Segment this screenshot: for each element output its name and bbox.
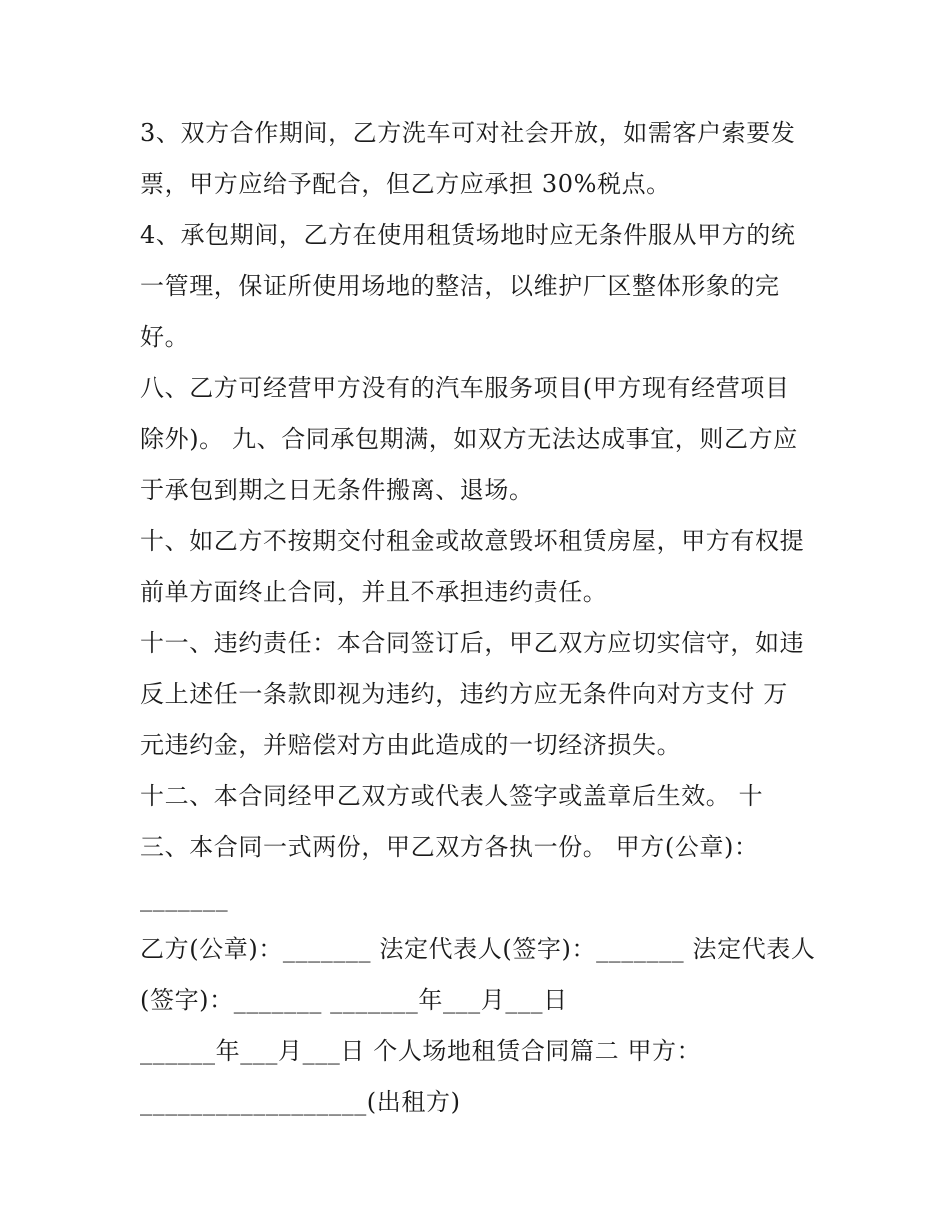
- text-line: 十一、违约责任：本合同签订后，甲乙双方应切实信守，如违: [140, 629, 805, 657]
- text-line: 反上述任一条款即视为违约，违约方应无条件向对方支付 万: [140, 680, 788, 708]
- text-line: 一管理，保证所使用场地的整洁，以维护厂区整体形象的完: [140, 272, 780, 300]
- text-line: __________________(出租方): [140, 1088, 461, 1116]
- text-line: 除外)。 九、合同承包期满，如双方无法达成事宜，则乙方应: [140, 425, 798, 453]
- text-line: 于承包到期之日无条件搬离、退场。: [140, 476, 534, 504]
- text-line: 十、如乙方不按期交付租金或故意毁坏租赁房屋，甲方有权提: [140, 527, 805, 555]
- text-line: 十二、本合同经甲乙双方或代表人签字或盖章后生效。 十: [140, 782, 764, 810]
- text-line: 乙方(公章)：_______ 法定代表人(签字)：_______ 法定代表人: [140, 935, 816, 963]
- text-line: 4、承包期间，乙方在使用租赁场地时应无条件服从甲方的统: [140, 221, 796, 249]
- text-line: 票，甲方应给予配合，但乙方应承担 30%税点。: [140, 170, 671, 198]
- text-line: 三、本合同一式两份，甲乙双方各执一份。 甲方(公章)：: [140, 833, 759, 861]
- text-line: 前单方面终止合同，并且不承担违约责任。: [140, 578, 608, 606]
- contract-text: [140, 108, 830, 1128]
- text-line: 3、双方合作期间，乙方洗车可对社会开放，如需客户索要发: [140, 119, 796, 147]
- text-line: (签字)：_______ _______年___月___日: [140, 986, 568, 1014]
- text-line: 元违约金，并赔偿对方由此造成的一切经济损失。: [140, 731, 682, 759]
- text-line: 八、乙方可经营甲方没有的汽车服务项目(甲方现有经营项目: [140, 374, 790, 402]
- signature-blank: _______: [140, 884, 229, 912]
- text-line: ______年___月___日 个人场地租赁合同篇二 甲方：: [140, 1037, 702, 1065]
- text-line: 好。: [140, 323, 190, 351]
